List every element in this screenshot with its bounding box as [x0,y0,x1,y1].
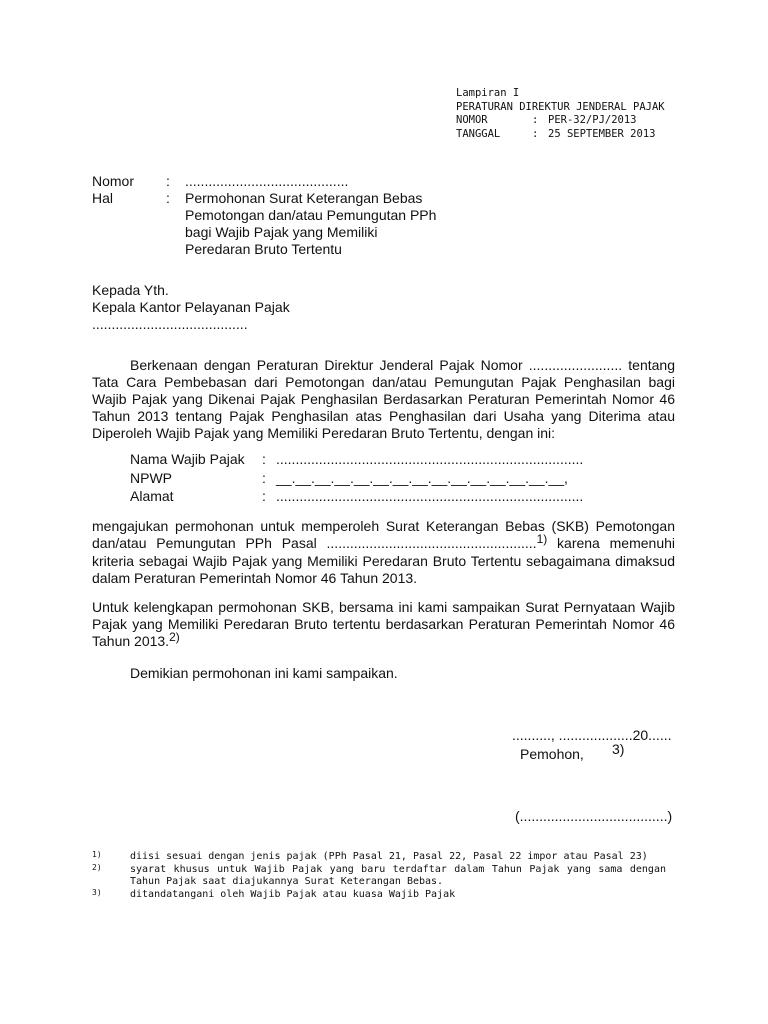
field-alamat [130,488,583,507]
hal-label: Hal [92,190,114,206]
footnote-text: diisi sesuai dengan jenis pajak (PPh Pasal 21, Pasal 22, Pasal 22 impor atau Pasal 23) [130,851,648,862]
recipient-office-name: ........................................ [92,316,248,332]
nomor-value: .......................................... [185,173,349,189]
recipient-office: Kepala Kantor Pelayanan Pajak [92,299,290,315]
hal-row [92,190,485,258]
field-value: ............................................................................... [276,488,584,504]
field-colon: : [262,451,266,467]
footnote-2 [92,864,666,889]
hal-line: bagi Wajib Pajak yang Memiliki [185,224,378,240]
paragraph-request [92,518,675,587]
field-colon: : [262,469,266,486]
peraturan-title: PERATURAN DIREKTUR JENDERAL PAJAK [456,100,665,113]
header-tanggal-value: 25 SEPTEMBER 2013 [548,127,656,140]
signature-date: .........., ...................20...... [512,727,672,743]
paragraph-intro: Berkenaan dengan Peraturan Direktur Jenderal Pajak Nomor ........................ tentang Tata Cara Pembebasan dari Pemotongan dan/atau Pemungutan Pajak Penghasilan bagi Wajib Pajak yang Dikenai Pajak Penghasilan Berdasarkan Peraturan Pemerintah Nomor 46 Tahun 2013 tentang Pajak Penghasilan atas Penghasilan dari Usaha yang Diterima atau Diperoleh Wajib Pajak yang Memiliki Peredaran Bruto Tertentu, dengan ini: [92,357,675,441]
footnote-number: 3) [92,887,102,897]
header-nomor-label: NOMOR [456,114,488,126]
header-tanggal-row [456,128,665,142]
field-nama-wajib-pajak [130,451,583,470]
field-value: __.__.__.__.__.__.__.__.__.__.__.__.__.__.__, [276,469,568,486]
field-value: ............................................................................... [276,451,584,467]
footnotes [92,851,666,901]
field-label: NPWP [130,469,172,486]
header-nomor-value: PER-32/PJ/2013 [548,114,637,126]
signature-pemohon: Pemohon, [520,746,584,762]
identity-fields [130,451,583,507]
footnote-ref-3: 3) [612,741,625,757]
footnote-1 [92,851,666,864]
field-label: Nama Wajib Pajak [130,451,245,467]
footnote-text: ditandatangani oleh Wajib Pajak atau kuasa Wajib Pajak [130,888,456,900]
letter-meta [92,173,485,258]
paragraph-request-part1: mengajukan permohonan untuk memperoleh Surat Keterangan Bebas (SKB) Pemotongan dan/atau Pemungutan PPh Pasal ...................................................... [92,518,675,551]
field-colon: : [262,488,266,504]
footnote-3 [92,889,666,902]
header-nomor-row [456,114,665,128]
hal-value [185,190,485,258]
hal-line: Permohonan Surat Keterangan Bebas [185,190,423,206]
signature-name-line: (......................................) [515,808,673,824]
recipient [92,282,290,333]
footnote-ref-1: 1) [536,532,548,546]
header-tanggal-label: TANGGAL [456,127,501,140]
field-npwp [130,470,583,489]
footnote-number: 2) [92,862,102,872]
lampiran-header [456,87,665,141]
lampiran-title: Lampiran I [456,87,520,99]
hal-colon: : [166,190,170,206]
footnote-ref-2: 2) [169,630,180,644]
hal-line: Peredaran Bruto Tertentu [185,241,342,257]
paragraph-request-part2: karena memenuhi kriteria sebagai Wajib Pajak yang Memiliki Peredaran Bruto Tertentu sebagaimana dimaksud dalam Peraturan Pemerintah Nomor 46 Tahun 2013. [92,535,675,586]
footnote-number: 1) [92,850,102,859]
footnote-text: syarat khusus untuk Wajib Pajak yang baru terdaftar dalam Tahun Pajak yang sama dengan Tahun Pajak saat diajukannya Surat Keterangan Bebas. [130,863,666,887]
hal-line: Pemotongan dan/atau Pemungutan PPh [185,207,437,223]
paragraph-attachment-text: Untuk kelengkapan permohonan SKB, bersama ini kami sampaikan Surat Pernyataan Wajib Pajak yang Memiliki Peredaran Bruto tertentu berdasarkan Peraturan Pemerintah Nomor 46 Tahun 2013. [92,599,675,649]
header-colon: : [532,127,539,140]
field-label: Alamat [130,488,174,504]
nomor-row [92,173,485,190]
recipient-salutation: Kepada Yth. [92,282,169,298]
header-colon: : [532,114,539,126]
paragraph-attachment [92,599,675,651]
nomor-label: Nomor [92,173,135,189]
nomor-colon: : [166,173,170,189]
closing-sentence: Demikian permohonan ini kami sampaikan. [130,665,398,681]
